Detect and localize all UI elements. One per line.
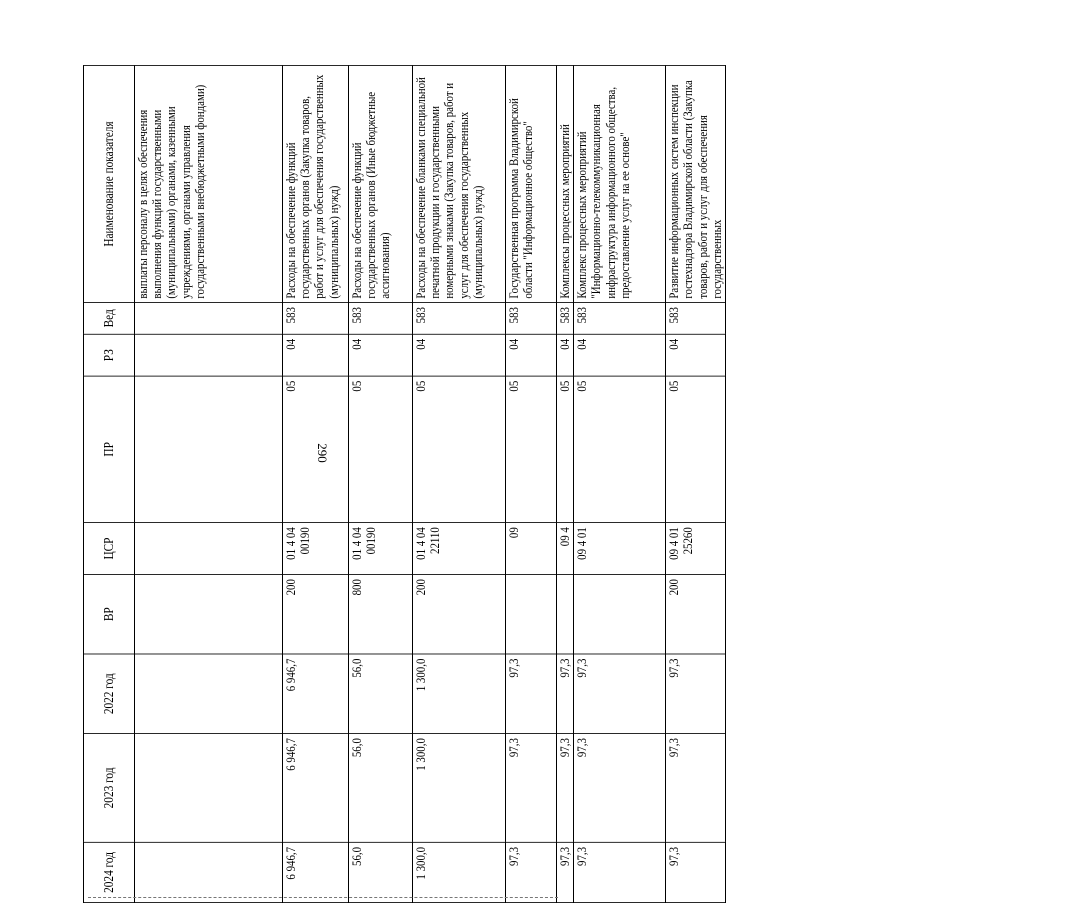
cell-name: выплаты персоналу в целях обеспечения выполнения функций государственными (муниципальными) органами, казенными учреждениями, органами управления государственными внебюджетными фондами) (135, 66, 283, 303)
table-row (666, 66, 726, 903)
cell-csr: 09 (506, 523, 557, 575)
header-ved: Вед (84, 302, 135, 334)
cell-pr: 05 (506, 376, 557, 522)
cell-vr (557, 574, 574, 654)
table-row (506, 66, 557, 903)
budget-table-sheet (83, 66, 1083, 893)
cell-pr: 05 (666, 376, 726, 522)
page-number-text: 290 (315, 443, 330, 463)
cell-year-2024: 6 946,7 (283, 842, 349, 902)
cell-year-2023: 56,0 (349, 734, 413, 843)
header-name: Наименование показателя (84, 66, 135, 303)
cell-name: Расходы на обеспечение функций государственных органов (Иные бюджетные ассигнования) (349, 66, 413, 303)
cell-ved: 583 (666, 302, 726, 334)
cell-csr: 09 4 01 (574, 523, 666, 575)
cell-vr (574, 574, 666, 654)
cell-pr: 05 (413, 376, 506, 522)
cell-year-2022: 97,3 (557, 654, 574, 734)
cell-rz: 04 (413, 334, 506, 376)
cell-pr (135, 376, 283, 522)
cell-rz (135, 334, 283, 376)
cell-ved: 583 (574, 302, 666, 334)
cell-pr: 05 (349, 376, 413, 522)
cell-year-2022: 6 946,7 (283, 654, 349, 734)
cell-csr: 01 4 04 22110 (413, 523, 506, 575)
cell-year-2023: 97,3 (506, 734, 557, 843)
cell-year-2024: 97,3 (574, 842, 666, 902)
cell-name: Расходы на обеспечение бланками специальной печатной продукции и государственными номерными знаками (Закупка товаров, работ и услуг для обеспечения государственных (муниципальных) нужд) (413, 66, 506, 303)
header-row (84, 66, 135, 903)
cell-ved (135, 302, 283, 334)
cell-csr: 09 4 (557, 523, 574, 575)
rotated-table-frame (83, 66, 724, 903)
header-rz: РЗ (84, 334, 135, 376)
cell-csr: 09 4 01 25260 (666, 523, 726, 575)
cell-pr: 05 (557, 376, 574, 522)
cell-name: Развитие информационных систем инспекции гостехнадзора Владимирской области (Закупка товаров, работ и услуг для обеспечения государственных (666, 66, 726, 303)
cell-year-2022: 56,0 (349, 654, 413, 734)
cell-vr: 200 (666, 574, 726, 654)
cell-year-2023: 97,3 (574, 734, 666, 843)
cell-ved: 583 (506, 302, 557, 334)
cell-vr: 200 (413, 574, 506, 654)
cell-year-2023: 97,3 (557, 734, 574, 843)
cell-vr: 800 (349, 574, 413, 654)
cell-rz: 04 (666, 334, 726, 376)
cell-year-2023: 97,3 (666, 734, 726, 843)
cell-name: Комплекс процессных мероприятий "Информационно-телекоммуникационная инфраструктура информационного общества, предоставление услуг на ее основе" (574, 66, 666, 303)
table-row (557, 66, 574, 903)
cell-rz: 04 (557, 334, 574, 376)
cell-year-2022: 97,3 (666, 654, 726, 734)
cell-name: Расходы на обеспечение функций государственных органов (Закупка товаров, работ и услуг для обеспечения государственных (муниципальных) нужд) (283, 66, 349, 303)
cell-ved: 583 (283, 302, 349, 334)
cell-ved: 583 (349, 302, 413, 334)
table-row (135, 66, 283, 903)
cell-year-2022 (135, 654, 283, 734)
table-row (574, 66, 666, 903)
header-vr: ВР (84, 574, 135, 654)
cell-vr (135, 574, 283, 654)
cell-pr: 05 (283, 376, 349, 522)
cell-year-2023: 1 300,0 (413, 734, 506, 843)
cell-csr (135, 523, 283, 575)
cell-rz: 04 (349, 334, 413, 376)
cell-ved: 583 (557, 302, 574, 334)
cell-csr: 01 4 04 00190 (349, 523, 413, 575)
cell-year-2024: 56,0 (349, 842, 413, 902)
cell-vr: 200 (283, 574, 349, 654)
cell-year-2024: 1 300,0 (413, 842, 506, 902)
table-row (413, 66, 506, 903)
cell-vr (506, 574, 557, 654)
cell-rz: 04 (283, 334, 349, 376)
cell-year-2024 (135, 842, 283, 902)
cell-year-2022: 97,3 (574, 654, 666, 734)
cell-year-2024: 97,3 (666, 842, 726, 902)
cell-year-2024: 97,3 (557, 842, 574, 902)
cell-pr: 05 (574, 376, 666, 522)
header-2023: 2023 год (84, 734, 135, 843)
budget-table (83, 65, 726, 903)
cell-year-2022: 97,3 (506, 654, 557, 734)
cell-year-2023: 6 946,7 (283, 734, 349, 843)
cell-year-2023 (135, 734, 283, 843)
cell-csr: 01 4 04 00190 (283, 523, 349, 575)
cell-rz: 04 (574, 334, 666, 376)
header-csr: ЦСР (84, 523, 135, 575)
cell-ved: 583 (413, 302, 506, 334)
header-pr: ПР (84, 376, 135, 522)
table-row (283, 66, 349, 903)
cell-name: Государственная программа Владимирской области "Информационное общество" (506, 66, 557, 303)
cell-year-2024: 97,3 (506, 842, 557, 902)
header-2022: 2022 год (84, 654, 135, 734)
header-2024: 2024 год (84, 842, 135, 902)
cell-name: Комплексы процессных мероприятий (557, 66, 574, 303)
page-bottom-rule (88, 897, 558, 898)
cell-year-2022: 1 300,0 (413, 654, 506, 734)
table-row (349, 66, 413, 903)
cell-rz: 04 (506, 334, 557, 376)
